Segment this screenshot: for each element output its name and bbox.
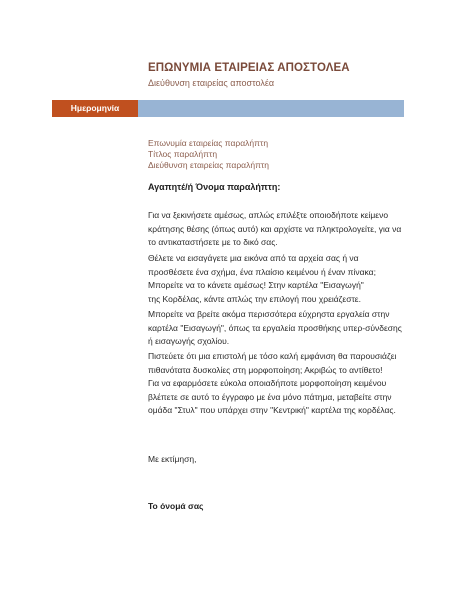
- recipient-address[interactable]: Διεύθυνση εταιρείας παραλήπτη: [148, 160, 270, 170]
- recipient-company-name[interactable]: Επωνυμία εταιρείας παραλήπτη: [148, 138, 269, 148]
- closing[interactable]: Με εκτίμηση,: [148, 454, 197, 464]
- body-paragraph[interactable]: Θέλετε να εισαγάγετε μια εικόνα από τα αρχεία σας ή να προσθέσετε ένα σχήμα, ένα πλαίσιο κειμένου ή έναν πίνακα; Μπορείτε να το κάνετε αμέσως! Στην καρτέλα "Εισαγωγή" της Κορδέλας, κάντε απλώς την επιλογή που χρειάζεστε.: [148, 253, 376, 304]
- body-paragraph[interactable]: Για να ξεκινήσετε αμέσως, απλώς επιλέξτε οποιοδήποτε κείμενο κράτησης θέσης (όπως αυτό) και αρχίστε να πληκτρολογείτε, για να το αντικαταστήσετε με το δικό σας.: [148, 210, 402, 247]
- sender-address[interactable]: Διεύθυνση εταιρείας αποστολέα: [148, 78, 275, 88]
- body-paragraph[interactable]: Πιστεύετε ότι μια επιστολή με τόσο καλή εμφάνιση θα παρουσιάζει πιθανότατα δυσκολίες στη μορφοποίηση; Ακριβώς το αντίθετο! Για να εφαρμόσετε εύκολα οποιαδήποτε μορφοποίηση κειμένου βλέπετε σε αυτό το έγγραφο με ένα μόνο πάτημα, μεταβείτε στην ομάδα "Στυλ" που υπάρχει στην "Κεντρική" καρτέλα της κορδέλας.: [148, 351, 397, 415]
- recipient-block: [148, 138, 269, 171]
- sender-company-name[interactable]: ΕΠΩΝΥΜΙΑ ΕΤΑΙΡΕΙΑΣ ΑΠΟΣΤΟΛΕΑ: [148, 62, 350, 74]
- date-bar: [52, 100, 404, 117]
- date-field[interactable]: Ημερομηνία: [52, 100, 138, 117]
- date-rule-bar: [138, 100, 404, 117]
- signature-name[interactable]: Το όνομά σας: [148, 501, 204, 511]
- greeting[interactable]: Αγαπητέ/ή Όνομα παραλήπτη:: [148, 182, 281, 192]
- body-paragraph[interactable]: Μπορείτε να βρείτε ακόμα περισσότερα εύχρηστα εργαλεία στην καρτέλα "Εισαγωγή", όπως τα εργαλεία προσθήκης υπερ-σύνδεσης ή εισαγωγής σχολίου.: [148, 309, 402, 346]
- recipient-title[interactable]: Τίτλος παραλήπτη: [148, 149, 218, 159]
